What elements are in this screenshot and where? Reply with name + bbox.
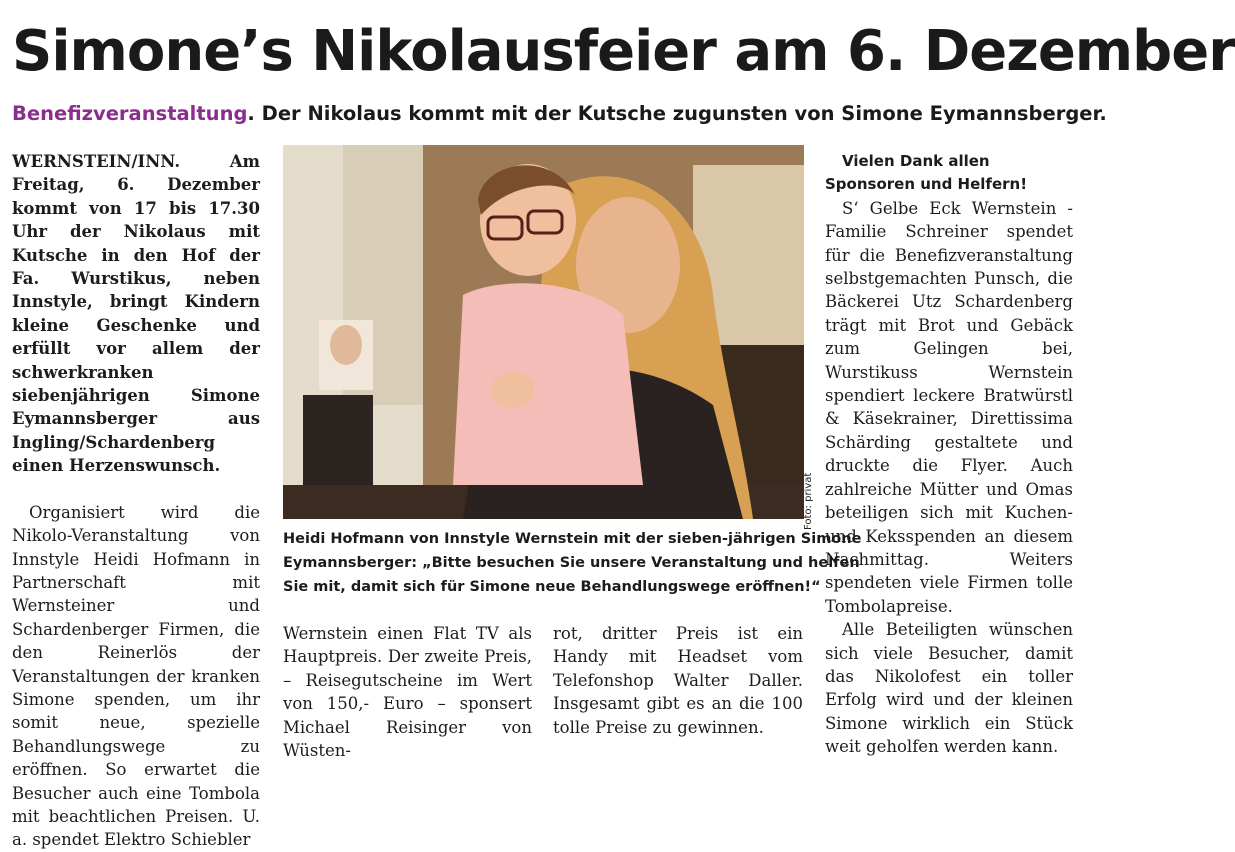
article-column-4	[825, 150, 1073, 759]
sponsors-paragraph: S‘ Gelbe Eck Wernstein - Familie Schreiner spendet für die Benefizveranstaltung selbstgemachten Punsch, die Bäckerei Utz Schardenberg trägt mit Brot und Gebäck zum Gelingen bei, Wurstikuss Wernstein spendiert leckere Bratwürstl & Käsekrainer, Direttissima Schärding gestaltete und druckte die Flyer. Auch zahlreiche Mütter und Omas beteiligen sich mit Kuchen- und Keksspenden an diesem Nachmittag. Weiters spendeten viele Firmen tolle Tombolapreise.	[825, 198, 1073, 616]
article-lead-paragraph: WERNSTEIN/INN. Am Freitag, 6. Dezember kommt von 17 bis 17.30 Uhr der Nikolaus mit Kutsche in den Hof der Fa. Wurstikus, neben Innstyle, bringt Kindern kleine Geschenke und erfüllt vor allem der schwerkranken siebenjährigen Simone Eymannsberger aus Ingling/Schardenberg einen Herzenswunsch.	[12, 152, 260, 476]
article-body-paragraph: rot, dritter Preis ist ein Handy mit Headset vom Telefonshop Walter Daller. Insgesamt gibt es an die 100 tolle Preise zu gewinnen.	[553, 624, 803, 737]
sponsors-heading: Vielen Dank allen Sponsoren und Helfern!	[825, 152, 1028, 194]
subline-kicker-punct: .	[247, 102, 255, 125]
article-body-paragraph: Organisiert wird die Nikolo-Veranstaltung von Innstyle Heidi Hofmann in Partnerschaft mit Wernsteiner und Schardenberger Firmen, die den Reinerlös der Veranstaltungen der kranken Simone spenden, um ihr somit neue, spezielle Behandlungswege zu eröffnen. So erwartet die Besucher auch eine Tombola mit beachtlichen Preisen. U. a. spendet Elektro Schiebler	[12, 502, 260, 850]
article-headline: Simone’s Nikolausfeier am 6. Dezember	[12, 19, 1235, 84]
caption-line: Sie mit, damit sich für Simone neue Behandlungswege eröffnen!“	[283, 579, 821, 595]
closing-paragraph: Alle Beteiligten wünschen sich viele Besucher, damit das Nikolofest ein toller Erfolg wird und der kleinen Simone wirklich ein Stück weit geholfen werden kann.	[825, 620, 1073, 757]
article-photo	[283, 145, 804, 519]
article-body-paragraph: Wernstein einen Flat TV als Hauptpreis. Der zweite Preis, – Reisegutscheine im Wert von 150,- Euro – sponsert Michael Reisinger von Wüsten-	[283, 624, 532, 761]
caption-line: Heidi Hofmann von Innstyle Wernstein mit der sieben-jährigen Simone	[283, 531, 862, 547]
subline-kicker: Benefizveranstaltung	[12, 102, 248, 125]
article-column-1	[12, 150, 260, 852]
article-column-2	[283, 622, 532, 762]
photo-credit: Foto: privat	[803, 472, 814, 530]
caption-line: Eymannsberger: „Bitte besuchen Sie unsere Veranstaltung und helfen	[283, 555, 860, 571]
paragraph-gap	[12, 478, 260, 501]
photo-illustration	[283, 145, 804, 519]
article-column-3	[553, 622, 803, 739]
subline-text: Der Nikolaus kommt mit der Kutsche zugunsten von Simone Eymannsberger.	[254, 102, 1107, 125]
article-subline	[12, 100, 1107, 128]
photo-caption	[283, 527, 862, 599]
